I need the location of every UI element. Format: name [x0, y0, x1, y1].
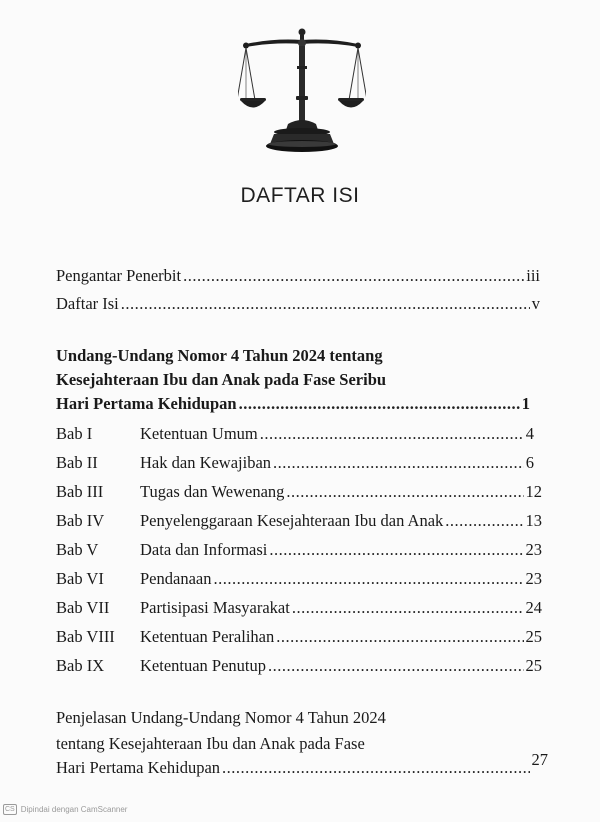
chapter-number: Bab II: [56, 453, 98, 472]
chapter-number: Bab VII: [56, 598, 110, 617]
dot-leader: [269, 540, 523, 560]
toc-page-number: v: [531, 294, 540, 313]
toc-entry-label: Pendanaan: [140, 569, 212, 588]
toc-entry-bab-9[interactable]: [140, 656, 542, 676]
dot-leader: [292, 598, 524, 618]
toc-entry-bab-4[interactable]: [140, 511, 542, 531]
dot-leader: [222, 758, 529, 778]
toc-entry-pengantar[interactable]: [56, 266, 540, 286]
toc-entry-main-law[interactable]: [56, 394, 530, 414]
dot-leader: [121, 294, 530, 314]
toc-entry-label: Ketentuan Penutup: [140, 656, 267, 675]
toc-entry-daftar-isi[interactable]: [56, 294, 540, 314]
toc-entry-label: Partisipasi Masyarakat: [140, 598, 290, 617]
chapter-number: Bab IV: [56, 511, 105, 530]
dot-leader: [445, 511, 523, 531]
toc-entry-bab-5[interactable]: [140, 540, 542, 560]
toc-page-number: 23: [525, 569, 542, 588]
toc-page-number: 25: [525, 627, 542, 646]
section-heading-line: Kesejahteraan Ibu dan Anak pada Fase Seribu: [56, 370, 387, 389]
toc-page-number: 27: [531, 750, 548, 769]
dot-leader: [286, 482, 523, 502]
chapter-number: Bab V: [56, 540, 99, 559]
toc-page-number: 13: [525, 511, 542, 530]
dot-leader: [260, 424, 524, 444]
toc-entry-label: Ketentuan Umum: [140, 424, 258, 443]
toc-page-number: 6: [525, 453, 534, 472]
toc-entry-bab-8[interactable]: [140, 627, 542, 647]
toc-entry-bab-1[interactable]: [140, 424, 534, 444]
scales-of-justice-icon: [238, 26, 366, 158]
toc-page-number: 1: [521, 394, 530, 413]
toc-page-number: 23: [525, 540, 542, 559]
toc-entry-label: Data dan Informasi: [140, 540, 268, 559]
toc-entry-penjelasan[interactable]: [56, 750, 548, 778]
chapter-number: Bab I: [56, 424, 93, 443]
scanner-watermark-text: Dipindai dengan CamScanner: [20, 805, 128, 814]
toc-entry-label: Hari Pertama Kehidupan: [56, 394, 237, 413]
dot-leader: [273, 453, 524, 473]
dot-leader: [213, 569, 523, 589]
toc-page-number: 12: [525, 482, 542, 501]
camscanner-logo-icon: CS: [5, 806, 15, 813]
section-heading-line: Undang-Undang Nomor 4 Tahun 2024 tentang: [56, 346, 383, 365]
dot-leader: [276, 627, 523, 647]
toc-entry-label: Pengantar Penerbit: [56, 266, 182, 285]
toc-entry-label: Daftar Isi: [56, 294, 119, 313]
toc-entry-bab-3[interactable]: [140, 482, 542, 502]
toc-entry-bab-6[interactable]: [140, 569, 542, 589]
dot-leader: [239, 394, 520, 414]
toc-page-number: 25: [525, 656, 542, 675]
dot-leader: [268, 656, 523, 676]
toc-entry-label: Hari Pertama Kehidupan: [56, 758, 221, 777]
chapter-number: Bab III: [56, 482, 104, 501]
page-title: DAFTAR ISI: [240, 184, 360, 207]
chapter-number: Bab VIII: [56, 627, 115, 646]
chapter-number: Bab VI: [56, 569, 104, 588]
explanation-heading-line: tentang Kesejahteraan Ibu dan Anak pada Fase: [56, 734, 365, 753]
toc-entry-label: Ketentuan Peralihan: [140, 627, 275, 646]
toc-entry-label: Hak dan Kewajiban: [140, 453, 272, 472]
toc-page-number: 4: [525, 424, 534, 443]
toc-entry-bab-2[interactable]: [140, 453, 534, 473]
toc-entry-bab-7[interactable]: [140, 598, 542, 618]
toc-entry-label: Tugas dan Wewenang: [140, 482, 285, 501]
dot-leader: [183, 266, 524, 286]
toc-page-number: iii: [526, 266, 540, 285]
toc-entry-label: Penyelenggaraan Kesejahteraan Ibu dan Anak: [140, 511, 444, 530]
toc-page-number: 24: [525, 598, 542, 617]
explanation-heading-line: Penjelasan Undang-Undang Nomor 4 Tahun 2024: [56, 708, 386, 727]
chapter-number: Bab IX: [56, 656, 105, 675]
scanner-watermark: [3, 804, 127, 815]
